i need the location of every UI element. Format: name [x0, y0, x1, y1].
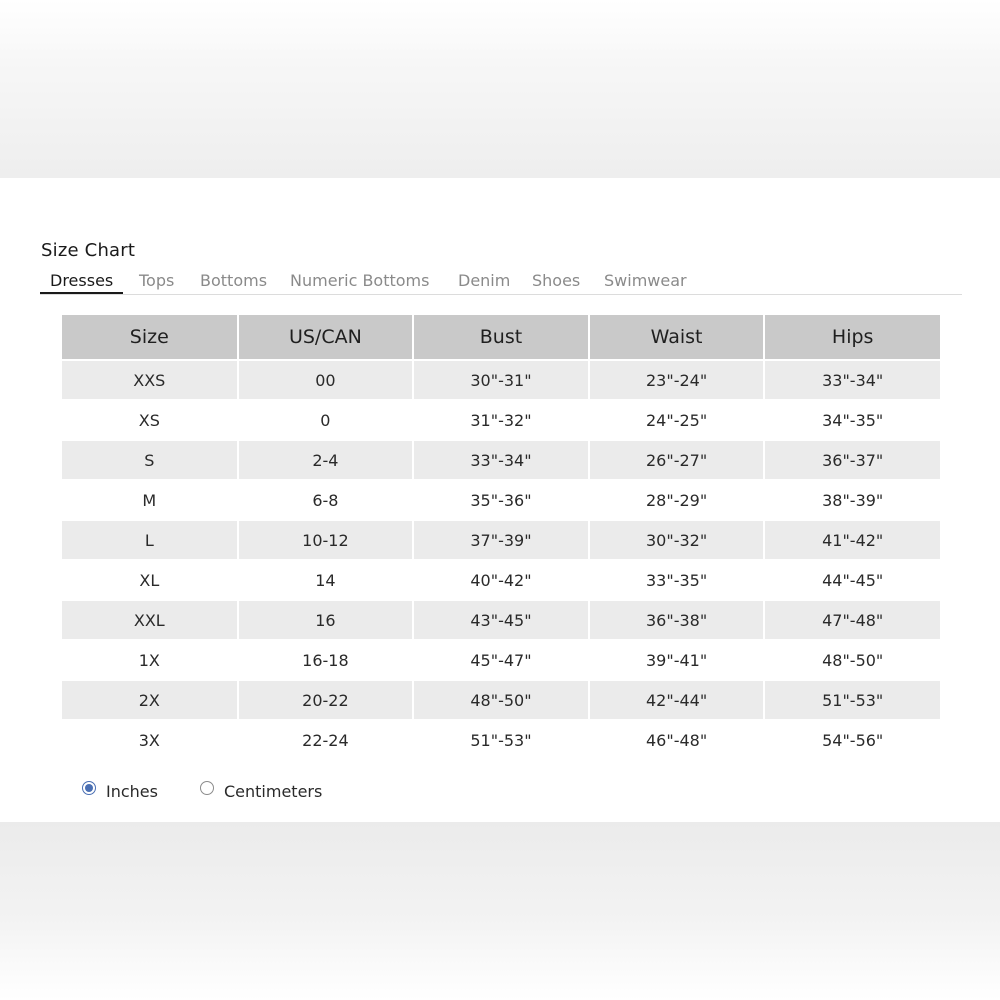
cell-size: XL	[62, 560, 238, 600]
cell-waist: 23"-24"	[589, 360, 765, 400]
table-row	[62, 440, 940, 480]
tab-numeric-bottoms[interactable]: Numeric Bottoms	[290, 271, 430, 290]
cell-size: XS	[62, 400, 238, 440]
cell-bust: 51"-53"	[413, 720, 589, 759]
cell-hips: 33"-34"	[764, 360, 940, 400]
cell-bust: 35"-36"	[413, 480, 589, 520]
cell-waist: 24"-25"	[589, 400, 765, 440]
cell-us-can: 6-8	[238, 480, 414, 520]
tab-bottoms[interactable]: Bottoms	[200, 271, 268, 290]
background-top	[0, 0, 1000, 178]
cell-size: L	[62, 520, 238, 560]
tab-dresses[interactable]: Dresses	[40, 270, 123, 294]
cell-size: 1X	[62, 640, 238, 680]
header-bust: Bust	[413, 315, 589, 360]
cell-hips: 36"-37"	[764, 440, 940, 480]
table-row	[62, 560, 940, 600]
cell-hips: 44"-45"	[764, 560, 940, 600]
cell-hips: 34"-35"	[764, 400, 940, 440]
cell-us-can: 00	[238, 360, 414, 400]
cell-size: XXL	[62, 600, 238, 640]
cell-bust: 33"-34"	[413, 440, 589, 480]
size-table	[62, 315, 940, 759]
cell-size: S	[62, 440, 238, 480]
table-row	[62, 480, 940, 520]
cell-us-can: 10-12	[238, 520, 414, 560]
cell-bust: 40"-42"	[413, 560, 589, 600]
cell-size: XXS	[62, 360, 238, 400]
tab-swimwear[interactable]: Swimwear	[604, 271, 687, 290]
table-row	[62, 720, 940, 759]
size-chart-title: Size Chart	[41, 240, 136, 261]
cell-us-can: 0	[238, 400, 414, 440]
tab-tops[interactable]: Tops	[139, 271, 175, 290]
cell-hips: 54"-56"	[764, 720, 940, 759]
cell-waist: 30"-32"	[589, 520, 765, 560]
table-row	[62, 360, 940, 400]
background-bottom	[0, 822, 1000, 1000]
cell-hips: 38"-39"	[764, 480, 940, 520]
table-row	[62, 520, 940, 560]
tab-denim[interactable]: Denim	[458, 271, 511, 290]
header-size: Size	[62, 315, 238, 360]
cell-bust: 31"-32"	[413, 400, 589, 440]
cell-waist: 28"-29"	[589, 480, 765, 520]
cell-bust: 30"-31"	[413, 360, 589, 400]
cell-us-can: 20-22	[238, 680, 414, 720]
cell-bust: 37"-39"	[413, 520, 589, 560]
cell-waist: 39"-41"	[589, 640, 765, 680]
cell-hips: 47"-48"	[764, 600, 940, 640]
tab-shoes[interactable]: Shoes	[532, 271, 581, 290]
cell-us-can: 14	[238, 560, 414, 600]
inches-label: Inches	[106, 782, 158, 801]
cell-us-can: 2-4	[238, 440, 414, 480]
centimeters-radio[interactable]	[200, 781, 214, 795]
cell-hips: 41"-42"	[764, 520, 940, 560]
cell-size: 2X	[62, 680, 238, 720]
cell-us-can: 16-18	[238, 640, 414, 680]
cell-hips: 48"-50"	[764, 640, 940, 680]
cell-waist: 42"-44"	[589, 680, 765, 720]
table-row	[62, 600, 940, 640]
cell-waist: 46"-48"	[589, 720, 765, 759]
table-row	[62, 400, 940, 440]
cell-size: 3X	[62, 720, 238, 759]
cell-waist: 36"-38"	[589, 600, 765, 640]
cell-us-can: 22-24	[238, 720, 414, 759]
centimeters-label: Centimeters	[224, 782, 323, 801]
table-row	[62, 640, 940, 680]
cell-hips: 51"-53"	[764, 680, 940, 720]
cell-size: M	[62, 480, 238, 520]
header-hips: Hips	[764, 315, 940, 360]
cell-us-can: 16	[238, 600, 414, 640]
cell-bust: 45"-47"	[413, 640, 589, 680]
header-waist: Waist	[589, 315, 765, 360]
cell-waist: 26"-27"	[589, 440, 765, 480]
table-body	[62, 360, 940, 759]
inches-radio[interactable]	[82, 781, 96, 795]
table-header-row	[62, 315, 940, 360]
cell-bust: 48"-50"	[413, 680, 589, 720]
category-tabs	[40, 270, 962, 295]
cell-waist: 33"-35"	[589, 560, 765, 600]
cell-bust: 43"-45"	[413, 600, 589, 640]
header-us-can: US/CAN	[238, 315, 414, 360]
table-row	[62, 680, 940, 720]
